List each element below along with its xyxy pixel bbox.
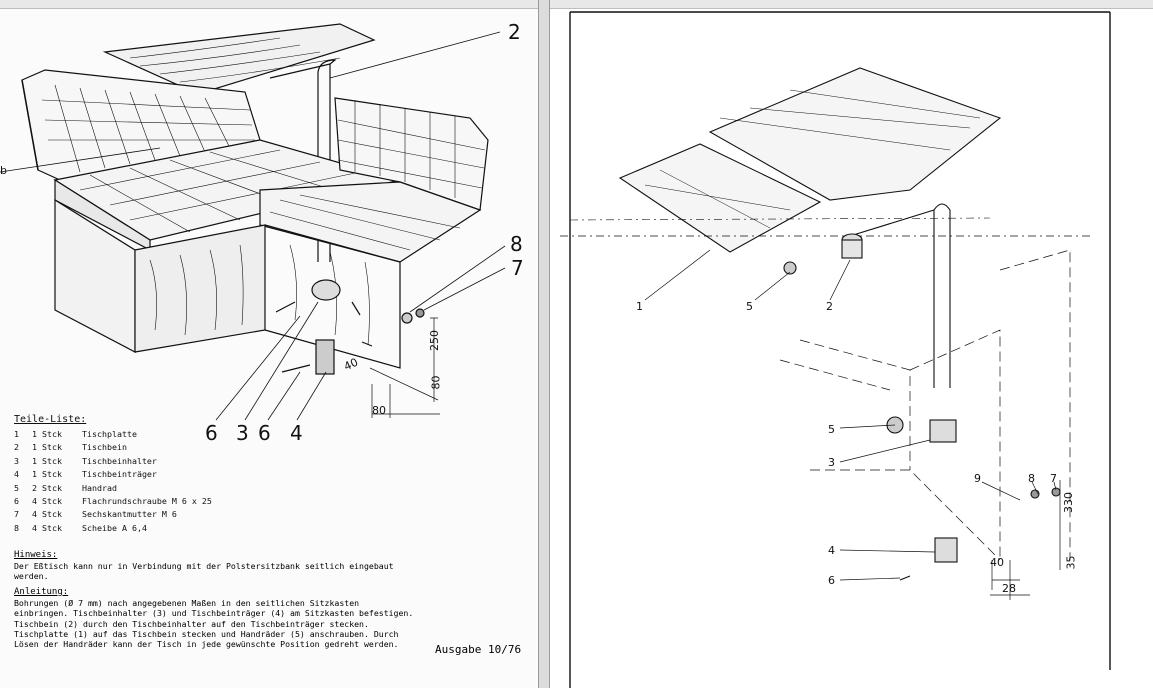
part-quantity: 1 Stck — [32, 455, 62, 466]
part-quantity: 1 Stck — [32, 442, 62, 453]
part-quantity: 1 Stck — [32, 469, 62, 480]
part-name: Tischbeinträger — [82, 469, 157, 480]
part-number: 6 — [14, 496, 19, 507]
dim-80-horizontal: 80 — [372, 404, 386, 417]
right-callout-8: 8 — [1028, 472, 1035, 485]
anleitung-title: Anleitung: — [14, 587, 69, 597]
part-name: Handrad — [82, 482, 117, 493]
left-illustration — [0, 0, 538, 688]
right-illustration — [550, 0, 1153, 688]
part-name: Scheibe A 6,4 — [82, 522, 147, 533]
parts-row — [14, 495, 282, 508]
parts-row — [14, 482, 282, 495]
part-name: Tischbeinhalter — [82, 455, 157, 466]
right-callout-5b: 5 — [828, 423, 835, 436]
part-quantity: 1 Stck — [32, 429, 62, 439]
callout-3: 3 — [236, 421, 249, 445]
hinweis-text: Der Eßtisch kann nur in Verbindung mit der Polstersitzbank seitlich eingebaut werden. — [14, 561, 394, 581]
anleitung-text: Bohrungen (Ø 7 mm) nach angegebenen Maßen in den seitlichen Sitzkasten einbringen. Tischbeinhalter (3) und Tischbeinträger (4) am Sitzkasten befestigen. Tischbein (2) durch den Tischbeinhalter auf den Tischbeinträger stecken. Tischplatte (1) auf das Tischbein stecken und Handräder (5) anschrauben. Durch Lösen der Handräder kann der Tisch in jede gewünschte Position gedreht werden. — [14, 598, 414, 650]
right-dim-40: 40 — [990, 556, 1004, 569]
edition-label: Ausgabe 10/76 — [435, 643, 522, 656]
parts-row — [14, 468, 282, 481]
part-number: 2 — [14, 442, 19, 453]
right-document-page — [550, 0, 1153, 688]
callout-2: 2 — [508, 20, 521, 44]
dim-40: 40 — [341, 355, 361, 374]
dim-80-vertical: 80 — [429, 375, 443, 390]
right-callout-6: 6 — [828, 574, 835, 587]
pane-divider[interactable] — [538, 0, 550, 688]
callout-6b: 6 — [258, 421, 271, 445]
parts-row — [14, 455, 282, 468]
right-callout-9: 9 — [974, 472, 981, 485]
part-number: 4 — [14, 469, 19, 480]
callout-4: 4 — [290, 421, 303, 445]
right-callout-5a: 5 — [746, 300, 753, 313]
part-number: 7 — [14, 509, 19, 520]
dim-250: 250 — [428, 330, 441, 351]
part-number: 5 — [14, 482, 19, 493]
callout-7: 7 — [511, 256, 524, 280]
part-number: 3 — [14, 455, 19, 466]
parts-row — [14, 428, 282, 441]
parts-row — [14, 522, 282, 535]
right-callout-1: 1 — [636, 300, 643, 313]
right-callout-4: 4 — [828, 544, 835, 557]
part-quantity: 4 Stck — [32, 509, 62, 520]
part-name: Tischbein — [82, 442, 127, 453]
part-quantity: 4 Stck — [32, 496, 62, 507]
right-callout-3: 3 — [828, 456, 835, 469]
parts-list-title: Teile-Liste: — [14, 414, 87, 425]
part-name: Sechskantmutter M 6 — [82, 509, 177, 520]
part-name: Tischplatte — [82, 429, 137, 439]
parts-row — [14, 508, 282, 521]
part-quantity: 2 Stck — [32, 482, 62, 493]
callout-6a: 6 — [205, 421, 218, 445]
parts-list — [14, 428, 282, 535]
right-callout-2: 2 — [826, 300, 833, 313]
right-dim-28: 28 — [1002, 582, 1016, 595]
hinweis-title: Hinweis: — [14, 550, 58, 560]
part-number: 1 — [14, 429, 19, 439]
right-dim-35: 35 — [1064, 555, 1078, 570]
part-quantity: 4 Stck — [32, 522, 62, 533]
right-callout-7: 7 — [1050, 472, 1057, 485]
callout-8: 8 — [510, 232, 523, 256]
callout-partial: b — [0, 164, 7, 177]
part-name: Flachrundschraube M 6 x 25 — [82, 496, 212, 507]
right-dim-330: 330 — [1062, 492, 1075, 513]
left-document-page — [0, 0, 538, 688]
parts-row — [14, 441, 282, 454]
part-number: 8 — [14, 522, 19, 533]
